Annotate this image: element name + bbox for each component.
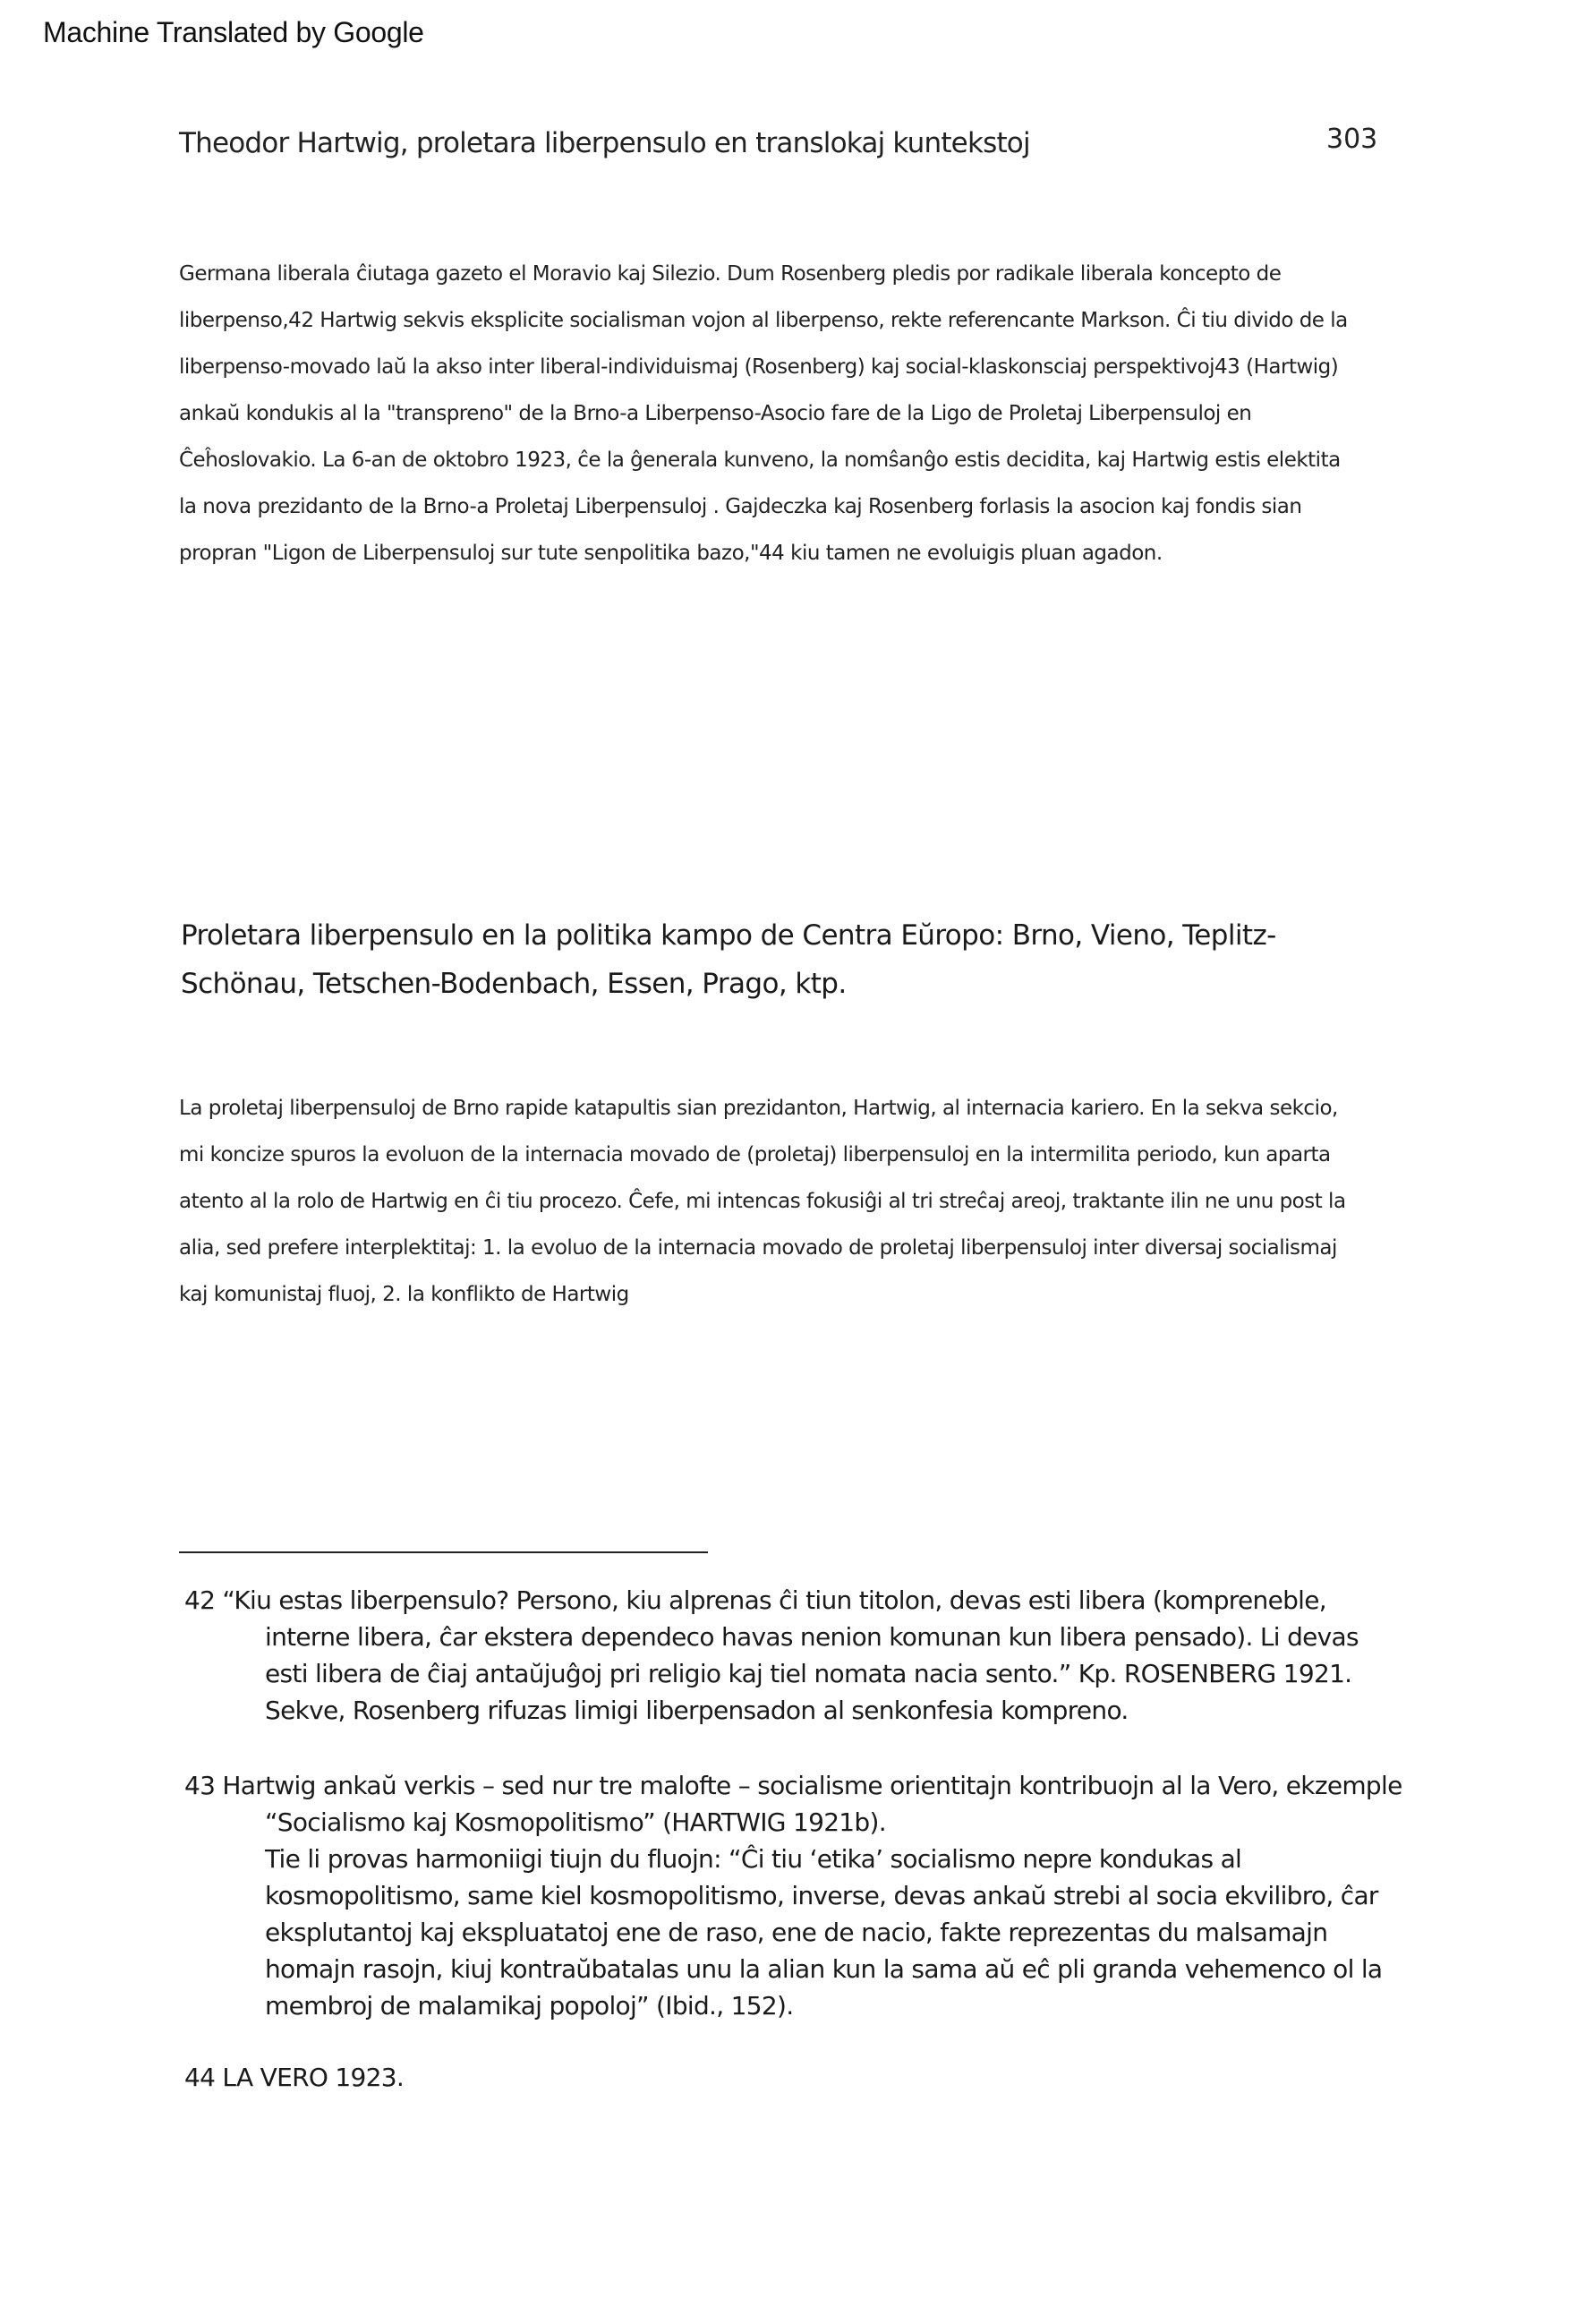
footnote-line: Sekve, Rosenberg rifuzas limigi liberpensadon al senkonfesia kompreno.: [265, 1696, 1129, 1725]
machine-translation-banner: Machine Translated by Google: [43, 16, 424, 48]
body-paragraph-2: [179, 1085, 1405, 1318]
text-line: kaj komunistaj fluoj, 2. la konflikto de Hartwig: [179, 1283, 629, 1306]
footnote-line: interne libera, ĉar ekstera dependeco havas nenion komunan kun libera pensado). Li devas: [265, 1622, 1359, 1652]
footnote-line: homajn rasojn, kiuj kontraŭbatalas unu la alian kun la sama aŭ eĉ pli granda vehemenco ol la: [265, 1954, 1383, 1984]
text-line: la nova prezidanto de la Brno-a Proletaj Liberpensuloj . Gajdeczka kaj Rosenberg forlasis la asocion kaj fondis sian: [179, 495, 1302, 518]
heading-line: Schönau, Tetschen-Bodenbach, Essen, Prago, ktp.: [181, 968, 847, 1000]
text-line: liberpenso-movado laŭ la akso inter liberal-individuismaj (Rosenberg) kaj social-klaskonsciaj perspektivoj43 (Hartwig): [179, 355, 1339, 379]
footnote-separator: [179, 1551, 708, 1553]
footnote-line: “Socialismo kaj Kosmopolitismo” (HARTWIG 1921b).: [265, 1807, 886, 1837]
footnote-43: [184, 1767, 1437, 2024]
footnote-line: Tie li provas harmoniigi tiujn du fluojn: “Ĉi tiu ‘etika’ socialismo nepre kondukas al: [265, 1844, 1242, 1874]
text-line: Germana liberala ĉiutaga gazeto el Moravio kaj Silezio. Dum Rosenberg pledis por radikale liberala koncepto de: [179, 262, 1282, 286]
footnote-line: 42 “Kiu estas liberpensulo? Persono, kiu alprenas ĉi tiun titolon, devas esti libera (kompreneble,: [184, 1585, 1326, 1615]
body-paragraph-1: [179, 251, 1405, 577]
footnote-line: membroj de malamikaj popoloj” (Ibid., 152).: [265, 1991, 794, 2021]
text-line: alia, sed prefere interplektitaj: 1. la evoluo de la internacia movado de proletaj liberpensuloj inter diversaj socialismaj: [179, 1236, 1337, 1260]
footnote-line: 43 Hartwig ankaŭ verkis – sed nur tre malofte – socialisme orientitajn kontribuojn al la Vero, ekzemple: [184, 1771, 1402, 1800]
text-line: mi koncize spuros la evoluon de la internacia movado de (proletaj) liberpensuloj en la intermilita periodo, kun aparta: [179, 1143, 1331, 1166]
footnote-44: [184, 2059, 1437, 2096]
text-line: propran "Ligon de Liberpensuloj sur tute senpolitika bazo,"44 kiu tamen ne evoluigis pluan agadon.: [179, 542, 1163, 565]
page-number: 303: [1326, 124, 1378, 155]
footnote-line: kosmopolitismo, same kiel kosmopolitismo, inverse, devas ankaŭ strebi al socia ekvilibro, ĉar: [265, 1881, 1378, 1910]
text-line: atento al la rolo de Hartwig en ĉi tiu procezo. Ĉefe, mi intencas fokusiĝi al tri streĉaj areoj, traktante ilin ne unu post la: [179, 1190, 1346, 1213]
footnote-line: eksplutantoj kaj ekspluatatoj ene de raso, ene de nacio, fakte reprezentas du malsamajn: [265, 1918, 1328, 1947]
footnote-line: 44 LA VERO 1923.: [184, 2063, 405, 2092]
footnote-line: esti libera de ĉiaj antaŭjuĝoj pri religio kaj tiel nomata nacia sento.” Kp. ROSENBERG 1921.: [265, 1659, 1352, 1688]
text-line: liberpenso,42 Hartwig sekvis eksplicite socialisman vojon al liberpenso, rekte referencante Markson. Ĉi tiu divido de la: [179, 309, 1348, 332]
text-line: La proletaj liberpensuloj de Brno rapide katapultis sian prezidanton, Hartwig, al internacia kariero. En la sekva sekcio,: [179, 1097, 1338, 1120]
heading-line: Proletara liberpensulo en la politika kampo de Centra Eŭropo: Brno, Vieno, Teplitz-: [181, 919, 1276, 952]
running-header-title: Theodor Hartwig, proletara liberpensulo en translokaj kuntekstoj: [179, 127, 1030, 159]
text-line: ankaŭ kondukis al la "transpreno" de la Brno-a Liberpenso-Asocio fare de la Ligo de Proletaj Liberpensuloj en: [179, 402, 1252, 425]
text-line: Ĉeĥoslovakio. La 6-an de oktobro 1923, ĉe la ĝenerala kunveno, la nomŝanĝo estis decidita, kaj Hartwig estis elektita: [179, 449, 1341, 472]
footnote-42: [184, 1582, 1437, 1729]
section-heading: [181, 911, 1434, 1008]
